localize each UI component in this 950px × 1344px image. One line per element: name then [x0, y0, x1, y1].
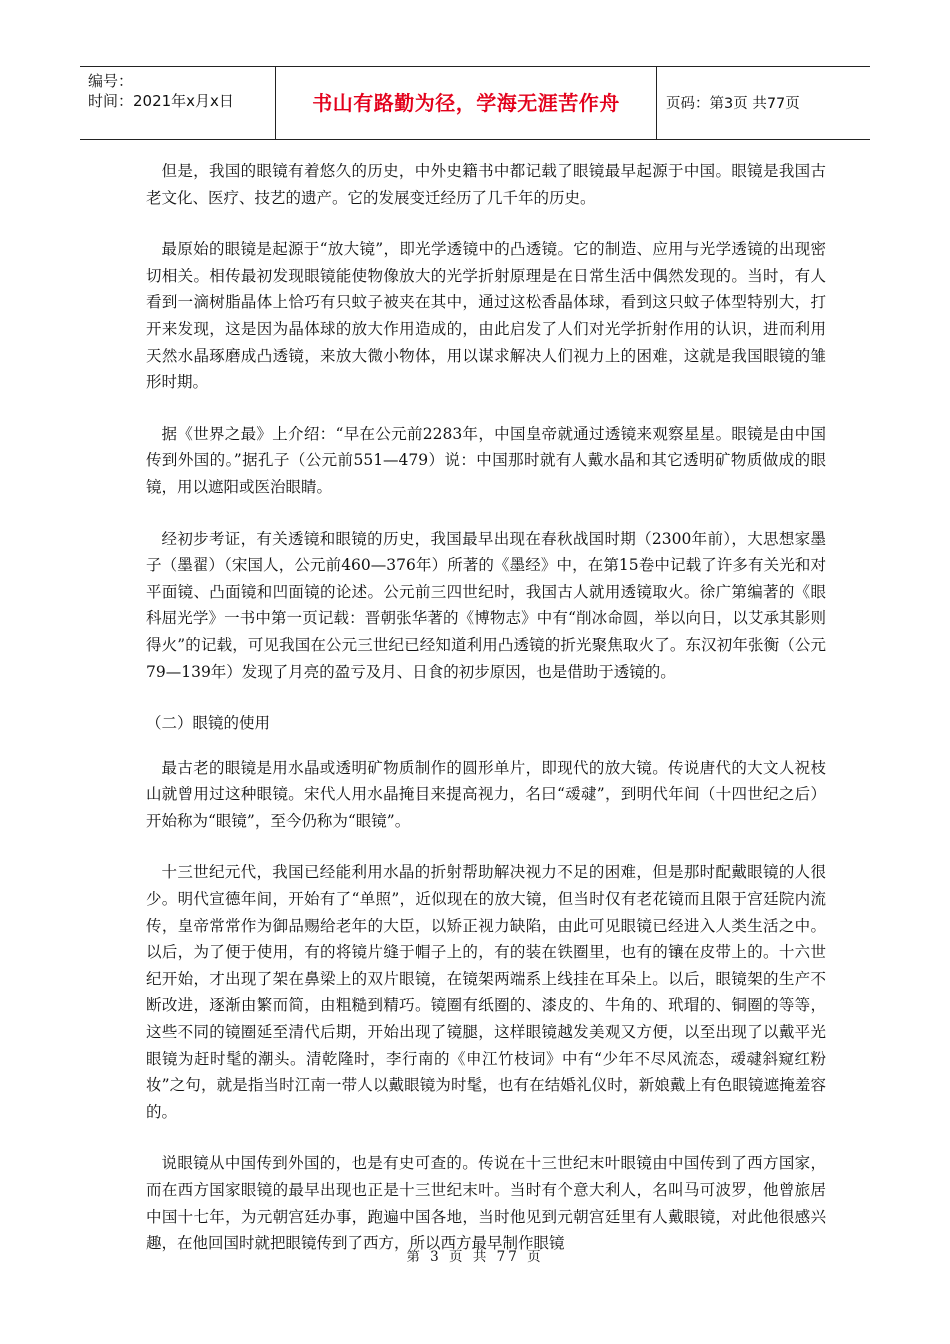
document-number-label: 编号：: [88, 72, 134, 90]
page-header: [80, 66, 870, 140]
header-motto: 书山有路勤为径，学海无涯苦作舟: [312, 91, 620, 115]
page-footer: 第 3 页 共 77 页: [406, 1249, 544, 1265]
section-heading: （二）眼镜的使用: [146, 714, 271, 733]
paragraph: 说眼镜从中国传到外国的，也是有史可查的。传说在十三世纪末叶眼镜由中国传到了西方国家，而在西方国家眼镜的最早出现也正是十三世纪末叶。当时有个意大利人，名叫马可波罗，他曾旅居中国十七年，为元朝宫廷办事，跑遍中国各地，当时他见到元朝宫廷里有人戴眼镜，对此他很感兴趣，在他回国时就把眼镜传到了西方，所以西方最早制作眼镜: [146, 1154, 826, 1253]
document-date: 时间：2021年x月x日: [88, 92, 234, 110]
paragraph: 但是，我国的眼镜有着悠久的历史，中外史籍书中都记载了眼镜最早起源于中国。眼镜是我国古老文化、医疗、技艺的遗产。它的发展变迁经历了几千年的历史。: [146, 162, 826, 207]
document-body: [146, 158, 826, 1282]
paragraph: 十三世纪元代，我国已经能利用水晶的折射帮助解决视力不足的困难，但是那时配戴眼镜的人很少。明代宣德年间，开始有了“单照”，近似现在的放大镜，但当时仅有老花镜而且限于宫廷院内流传，皇帝常常作为御品赐给老年的大臣，以矫正视力缺陷，由此可见眼镜已经进入人类生活之中。以后，为了便于使用，有的将镜片缝于帽子上的，有的装在铁圈里，也有的镶在皮带上的。十六世纪开始，才出现了架在鼻梁上的双片眼镜，在镜架两端系上线挂在耳朵上。以后，眼镜架的生产不断改进，逐渐由繁而简，由粗糙到精巧。镜圈有纸圈的、漆皮的、牛角的、玳瑁的、铜圈的等等，这些不同的镜圈延至清代后期，开始出现了镜腿，这样眼镜越发美观又方便，以至出现了以戴平光眼镜为赶时髦的潮头。清乾隆时，李行南的《申江竹枝词》中有“少年不尽风流态，叆叇斜窥红粉妆”之句，就是指当时江南一带人以戴眼镜为时髦，也有在结婚礼仪时，新娘戴上有色眼镜遮掩羞容的。: [146, 863, 826, 1121]
header-meta: [88, 71, 234, 111]
paragraph: 最古老的眼镜是用水晶或透明矿物质制作的圆形单片，即现代的放大镜。传说唐代的大文人祝枝山就曾用过这种眼镜。宋代人用水晶掩目来提高视力，名曰“叆叇”，到明代年间（十四世纪之后）开始称为“眼镜”，至今仍称为“眼镜”。: [146, 758, 826, 830]
header-divider-right: [656, 67, 657, 139]
paragraph: 据《世界之最》上介绍：“早在公元前2283年，中国皇帝就通过透镜来观察星星。眼镜是由中国传到外国的。”据孔子（公元前551—479）说：中国那时就有人戴水晶和其它透明矿物质做成的眼镜，用以遮阳或医治眼睛。: [146, 424, 826, 496]
paragraph: 最原始的眼镜是起源于“放大镜”，即光学透镜中的凸透镜。它的制造、应用与光学透镜的出现密切相关。相传最初发现眼镜能使物像放大的光学折射原理是在日常生活中偶然发现的。当时，有人看到一滴树脂晶体上恰巧有只蚊子被夹在其中，通过这松香晶体球，看到这只蚊子体型特别大，打开来发现，这是因为晶体球的放大作用造成的，由此启发了人们对光学折射作用的认识，进而利用天然水晶琢磨成凸透镜，来放大微小物体，用以谋求解决人们视力上的困难，这就是我国眼镜的雏形时期。: [146, 240, 826, 392]
header-page-info: 页码：第3页 共77页: [666, 96, 800, 112]
paragraph: 经初步考证，有关透镜和眼镜的历史，我国最早出现在春秋战国时期（2300年前），大思想家墨子（墨翟）（宋国人，公元前460—376年）所著的《墨经》中，在第15卷中记载了许多有关光和对平面镜、凸面镜和凹面镜的论述。公元前三四世纪时，我国古人就用透镜取火。徐广第编著的《眼科屈光学》一书中第一页记载：晋朝张华著的《博物志》中有“削冰命圆，举以向日，以艾承其影则得火”的记载，可见我国在公元三世纪已经知道利用凸透镜的折光聚焦取火了。东汉初年张衡（公元79—139年）发现了月亮的盈亏及月、日食的初步原因，也是借助于透镜的。: [146, 529, 826, 681]
